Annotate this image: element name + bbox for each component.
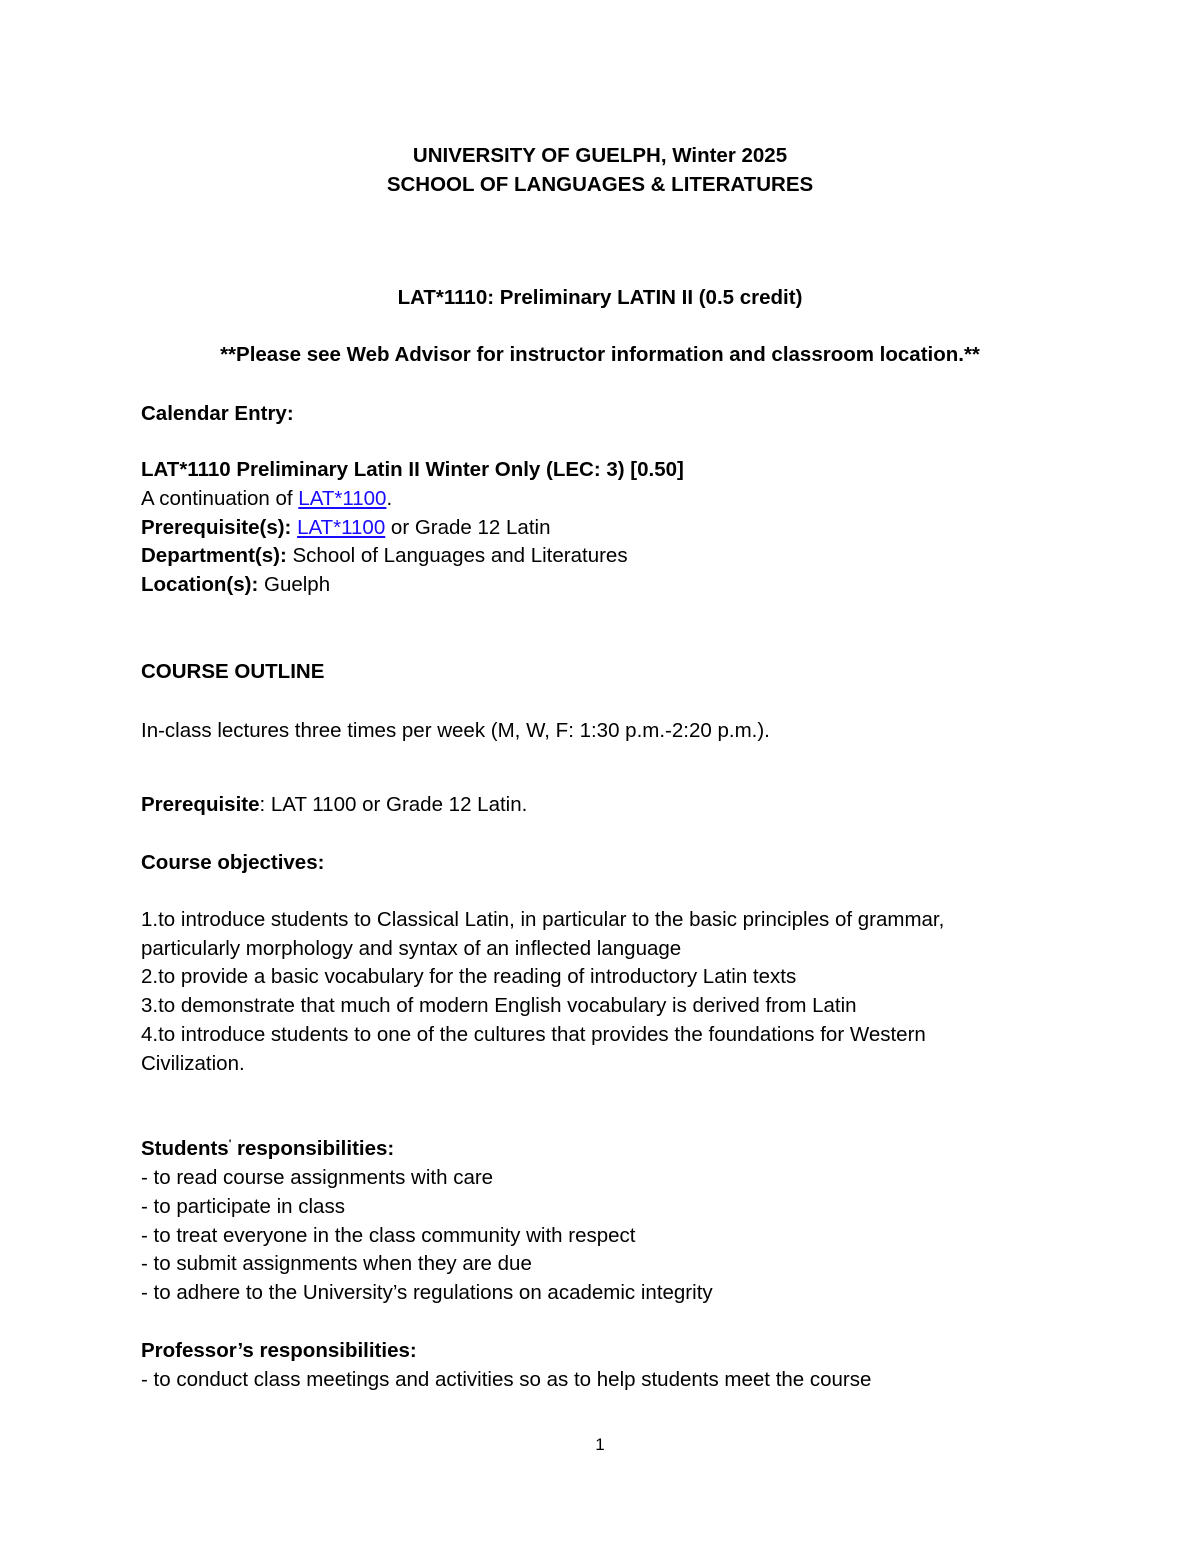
continuation-prefix: A continuation of bbox=[141, 487, 299, 510]
objective-line: Civilization. bbox=[141, 1052, 245, 1075]
calendar-entry-heading: Calendar Entry: bbox=[141, 402, 294, 425]
student-responsibility-item: - to submit assignments when they are due bbox=[141, 1252, 532, 1275]
location-label: Location(s): bbox=[141, 573, 259, 596]
department-label: Department(s): bbox=[141, 544, 287, 567]
objective-line: 4.to introduce students to one of the cultures that provides the foundations for Western bbox=[141, 1023, 926, 1046]
school-heading: SCHOOL OF LANGUAGES & LITERATURES bbox=[386, 173, 814, 196]
student-responsibility-item: - to read course assignments with care bbox=[141, 1166, 494, 1189]
lat1100-link[interactable]: LAT*1100 bbox=[298, 487, 387, 510]
prerequisites-suffix: or Grade 12 Latin bbox=[385, 516, 551, 539]
calendar-entry-line: LAT*1110 Preliminary Latin II Winter Only (LEC: 3) [0.50] bbox=[141, 458, 684, 481]
department-line bbox=[141, 541, 628, 570]
students-heading-main: Students bbox=[141, 1137, 229, 1160]
students-responsibilities-heading bbox=[141, 1134, 394, 1163]
objective-line: 3.to demonstrate that much of modern English vocabulary is derived from Latin bbox=[141, 994, 857, 1017]
outline-prerequisite-value: : LAT 1100 or Grade 12 Latin. bbox=[259, 793, 528, 816]
professor-responsibilities-heading: Professor’s responsibilities: bbox=[141, 1339, 417, 1362]
continuation-line bbox=[141, 484, 392, 513]
student-responsibility-item: - to participate in class bbox=[141, 1195, 345, 1218]
prerequisite-lat1100-link[interactable]: LAT*1100 bbox=[297, 516, 386, 539]
university-heading: UNIVERSITY OF GUELPH, Winter 2025 bbox=[412, 144, 788, 167]
prerequisites-label: Prerequisite(s): bbox=[141, 516, 292, 539]
professor-responsibility-item: - to conduct class meetings and activities so as to help students meet the course bbox=[141, 1368, 872, 1391]
continuation-suffix: . bbox=[386, 487, 393, 510]
lecture-schedule: In-class lectures three times per week (M, W, F: 1:30 p.m.-2:20 p.m.). bbox=[141, 719, 770, 742]
location-value: Guelph bbox=[258, 573, 331, 596]
student-responsibility-item: - to treat everyone in the class community with respect bbox=[141, 1224, 636, 1247]
objective-line: particularly morphology and syntax of an inflected language bbox=[141, 937, 682, 960]
course-outline-heading: COURSE OUTLINE bbox=[141, 660, 325, 683]
department-value: School of Languages and Literatures bbox=[286, 544, 628, 567]
students-heading-rest: responsibilities: bbox=[231, 1137, 395, 1160]
location-line bbox=[141, 570, 330, 599]
course-objectives-heading: Course objectives: bbox=[141, 851, 325, 874]
prerequisites-line bbox=[141, 513, 550, 542]
students-heading-mark: ' bbox=[228, 1138, 232, 1151]
objective-line: 2.to provide a basic vocabulary for the reading of introductory Latin texts bbox=[141, 965, 797, 988]
objective-line: 1.to introduce students to Classical Latin, in particular to the basic principles of grammar, bbox=[141, 908, 945, 931]
student-responsibility-item: - to adhere to the University’s regulations on academic integrity bbox=[141, 1281, 713, 1304]
web-advisor-notice: **Please see Web Advisor for instructor information and classroom location.** bbox=[220, 343, 980, 366]
page-number: 1 bbox=[595, 1435, 605, 1454]
outline-prerequisite-label: Prerequisite bbox=[141, 793, 260, 816]
course-title: LAT*1110: Preliminary LATIN II (0.5 credit) bbox=[397, 286, 803, 309]
outline-prerequisite-line bbox=[141, 790, 527, 819]
